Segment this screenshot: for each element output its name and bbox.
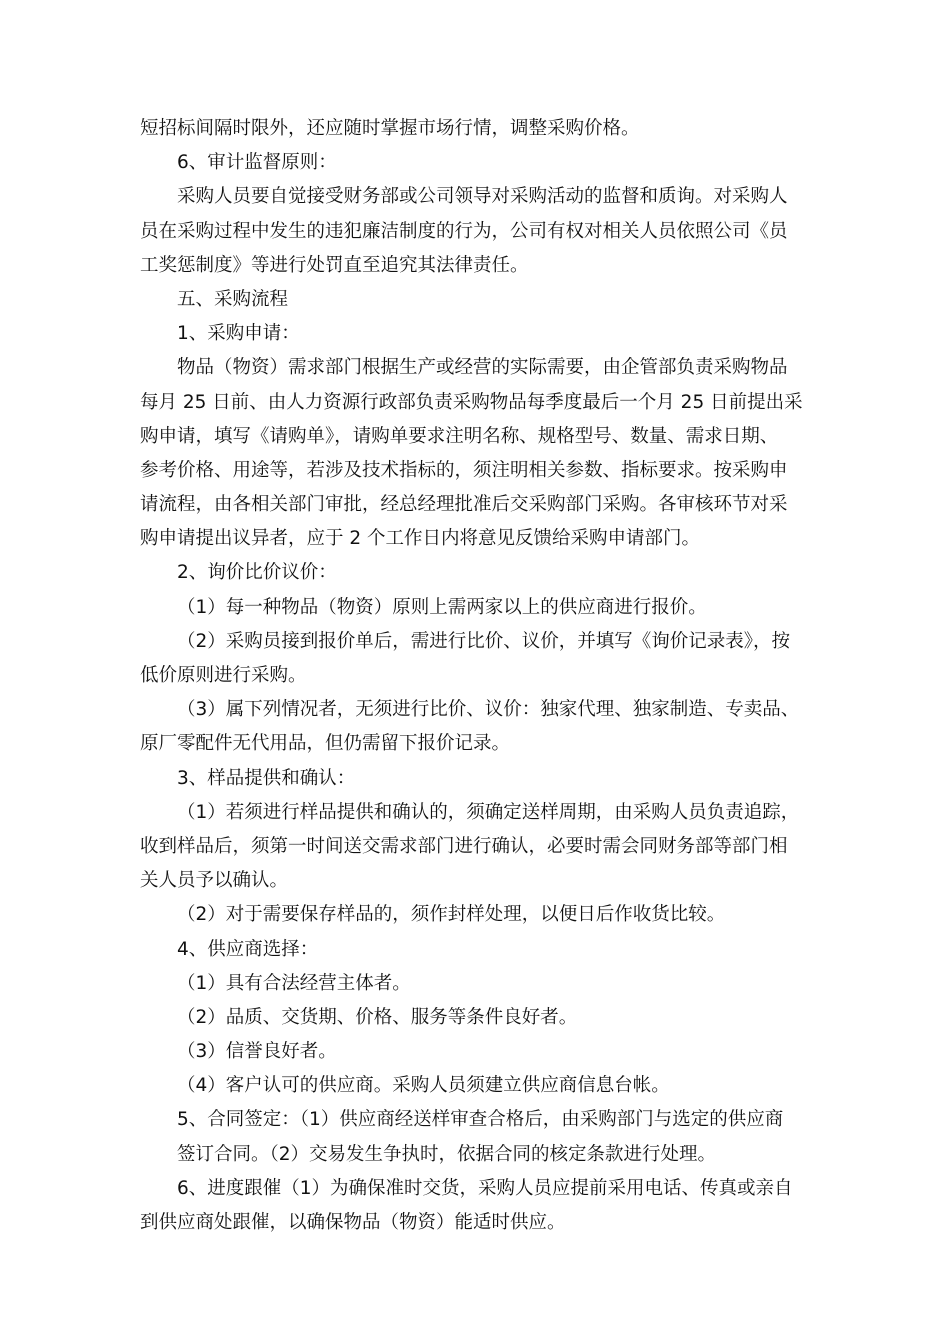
text-line: 员在采购过程中发生的违犯廉洁制度的行为，公司有权对相关人员依照公司《员 (140, 220, 788, 242)
text-line: 4、供应商选择： (177, 938, 319, 960)
text-line: 每月 25 日前、由人力资源行政部负责采购物品每季度最后一个月 25 日前提出采 (140, 391, 803, 413)
text-line: （1）若须进行样品提供和确认的，须确定送样周期，由采购人员负责追踪， (177, 801, 800, 823)
text-line: （1）每一种物品（物资）原则上需两家以上的供应商进行报价。 (177, 596, 707, 618)
text-line: 物品（物资）需求部门根据生产或经营的实际需要，由企管部负责采购物品 (177, 357, 788, 379)
text-line: 短招标间隔时限外，还应随时掌握市场行情，调整采购价格。 (140, 118, 640, 139)
text-line: 工奖惩制度》等进行处罚直至追究其法律责任。 (140, 254, 529, 276)
text-line: 参考价格、用途等，若涉及技术指标的，须注明相关参数、指标要求。按采购申 (140, 459, 788, 481)
text-line: （3）属下列情况者，无须进行比价、议价：独家代理、独家制造、专卖品、 (177, 699, 800, 721)
text-line: 6、进度跟催（1）为确保准时交货，采购人员应提前采用电话、传真或亲自 (177, 1177, 793, 1199)
text-line: 收到样品后，须第一时间送交需求部门进行确认，必要时需会同财务部等部门相 (140, 835, 788, 857)
text-line: （2）品质、交货期、价格、服务等条件良好者。 (177, 1006, 578, 1028)
text-line: 购申请提出议异者，应于 2 个工作日内将意见反馈给采购申请部门。 (140, 528, 701, 550)
text-line: 购申请，填写《请购单》，请购单要求注明名称、规格型号、数量、需求日期、 (140, 425, 779, 447)
text-line: 3、样品提供和确认： (177, 767, 356, 789)
text-line: 6、审计监督原则： (177, 152, 337, 174)
text-line: （4）客户认可的供应商。采购人员须建立供应商信息台帐。 (177, 1075, 670, 1097)
document-body (140, 112, 820, 1240)
text-line: （3）信誉良好者。 (177, 1041, 337, 1063)
text-line: 原厂零配件无代用品，但仍需留下报价记录。 (140, 733, 511, 755)
text-line: 签订合同。（2）交易发生争执时，依据合同的核定条款进行处理。 (177, 1143, 717, 1165)
text-line: 低价原则进行采购。 (140, 665, 307, 686)
text-line: （1）具有合法经营主体者。 (177, 972, 411, 994)
text-line: 采购人员要自觉接受财务部或公司领导对采购活动的监督和质询。对采购人 (177, 186, 788, 208)
text-line: 到供应商处跟催，以确保物品（物资）能适时供应。 (140, 1212, 566, 1233)
text-line: 1、采购申请： (177, 323, 300, 345)
text-line: 关人员予以确认。 (140, 870, 289, 892)
text-line: 请流程，由各相关部门审批，经总经理批准后交采购部门采购。各审核环节对采 (140, 494, 788, 516)
text-line: （2）采购员接到报价单后，需进行比价、议价，并填写《询价记录表》，按 (177, 630, 791, 652)
text-line: 5、合同签定：（1）供应商经送样审查合格后，由采购部门与选定的供应商 (177, 1109, 784, 1131)
text-line: （2）对于需要保存样品的，须作封样处理，以便日后作收货比较。 (177, 904, 726, 926)
text-line: 五、采购流程 (177, 288, 289, 310)
text-line: 2、询价比价议价： (177, 562, 337, 584)
